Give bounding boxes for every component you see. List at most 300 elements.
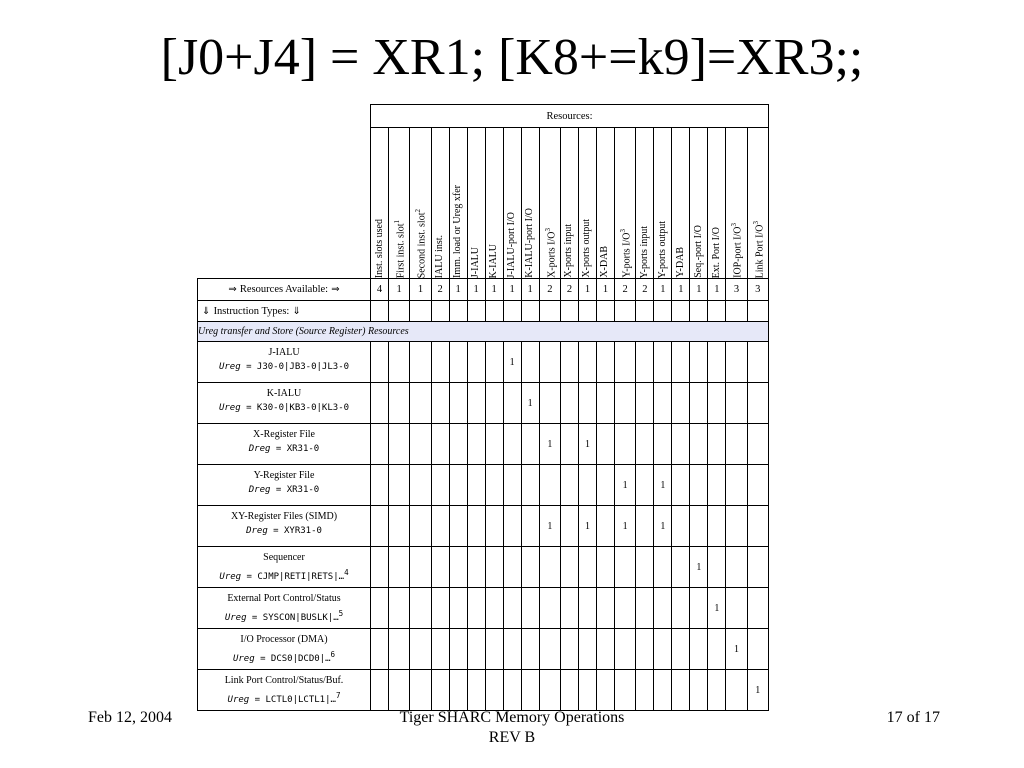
empty-cell [560,301,578,322]
column-header [560,128,578,279]
table-cell [389,424,410,465]
table-cell [389,629,410,670]
table-cell [560,424,578,465]
table-cell [672,465,690,506]
table-cell [596,629,614,670]
table-cell [467,547,485,588]
table-cell [467,342,485,383]
column-header-label [561,222,577,278]
table-cell: 1 [690,547,708,588]
table-cell [449,342,467,383]
table-cell [690,629,708,670]
table-cell [726,465,747,506]
column-header-text: IALU inst. [434,234,446,278]
row-name: Link Port Control/Status/Buf. [224,675,344,686]
table-cell: 1 [521,383,539,424]
column-header-footnote: 1 [393,219,401,224]
table-cell [596,383,614,424]
table-cell [371,342,389,383]
down-arrow-icon: ⇓ [202,305,214,317]
available-count: 1 [654,279,672,301]
table-cell [690,670,708,711]
register-value: = K30-0|KB3-0|KL3-0 [240,403,350,413]
empty-cell [672,301,690,322]
table-cell [485,506,503,547]
table-cell [371,383,389,424]
register-value: = J30-0|JB3-0|JL3-0 [240,362,350,372]
table-cell [726,588,747,629]
table-cell [431,342,449,383]
table-cell: 1 [578,424,596,465]
blank-corner [198,105,371,279]
table-cell [578,629,596,670]
column-header-footnote: 3 [543,228,552,232]
table-cell [747,547,768,588]
table-cell [410,383,431,424]
instruction-types-label [198,301,371,322]
column-header [503,128,521,279]
column-header-text: Y-ports I/O [621,232,633,278]
empty-cell [708,301,726,322]
row-name: X-Register File [253,429,315,440]
register-keyword: Ureg [219,572,242,582]
table-cell [726,424,747,465]
table-cell [654,383,672,424]
table-cell [503,670,521,711]
table-cell [596,342,614,383]
column-header-label [389,218,409,278]
table-cell [410,629,431,670]
empty-cell [410,301,431,322]
table-cell [726,547,747,588]
column-header [371,128,389,279]
column-header [578,128,596,279]
column-header-text: Y-DAB [674,247,686,278]
table-cell [431,670,449,711]
table-cell [560,588,578,629]
table-cell [672,670,690,711]
table-cell [578,588,596,629]
table-cell [485,465,503,506]
register-keyword: Ureg [232,654,255,664]
register-footnote: 6 [330,650,336,659]
table-cell [708,383,726,424]
table-cell [389,588,410,629]
table-cell [539,670,560,711]
table-cell [708,629,726,670]
table-cell [389,465,410,506]
table-cell [521,588,539,629]
table-cell [389,670,410,711]
column-header-label [468,245,484,278]
column-header-label [726,221,746,278]
table-cell [747,629,768,670]
table-cell [596,506,614,547]
table-cell [503,506,521,547]
table-cell [371,588,389,629]
column-header [539,128,560,279]
row-register [202,565,366,585]
register-value: = CJMP|RETI|RETS|… [241,572,345,582]
available-count: 1 [389,279,410,301]
row-name: K-IALU [266,388,302,399]
row-label [198,465,371,506]
column-header [449,128,467,279]
table-cell [431,588,449,629]
register-keyword: Ureg [218,362,241,372]
available-count: 1 [467,279,485,301]
empty-cell [690,301,708,322]
column-header-text: J-IALU-port I/O [506,211,518,278]
table-cell [539,342,560,383]
table-cell [596,465,614,506]
footer-title [312,708,712,748]
table-row [198,670,769,711]
available-count: 2 [636,279,654,301]
register-value: = DCS0|DCD0|… [254,654,331,664]
column-header [431,128,449,279]
column-header-text: Inst. slots used [373,218,385,278]
available-count: 2 [431,279,449,301]
table-cell [654,629,672,670]
table-row [198,629,769,670]
table-cell [636,629,654,670]
row-name: XY-Register Files (SIMD) [230,511,338,522]
resources-header-row [198,105,769,128]
register-keyword: Ureg [227,695,250,705]
table-cell: 1 [654,465,672,506]
table-cell [636,342,654,383]
table-cell [708,506,726,547]
table-cell [467,465,485,506]
empty-cell [521,301,539,322]
table-cell [449,670,467,711]
table-cell [636,424,654,465]
table-cell [614,629,635,670]
register-keyword: Dreg [248,444,271,454]
table-cell [708,547,726,588]
register-value: = LCTL0|LCTL1|… [249,695,336,705]
table-cell [747,588,768,629]
table-cell [539,588,560,629]
table-cell: 1 [654,506,672,547]
table-cell [410,547,431,588]
table-cell [747,506,768,547]
table-cell [726,670,747,711]
table-cell [636,383,654,424]
table-cell [449,424,467,465]
row-name: Sequencer [263,552,305,563]
available-count: 2 [614,279,635,301]
register-footnote: 5 [338,609,344,618]
table-cell [539,547,560,588]
table-cell [747,342,768,383]
column-header-text: Link Port I/O [753,224,765,278]
column-header-label [709,225,725,278]
table-cell [726,383,747,424]
row-label [198,383,371,424]
table-cell [485,342,503,383]
column-header-label [410,207,430,278]
column-header [636,128,654,279]
table-cell [503,588,521,629]
table-cell [636,547,654,588]
table-cell [485,424,503,465]
table-cell [410,424,431,465]
table-cell [521,670,539,711]
resources-available-row [198,279,769,301]
table-cell [410,342,431,383]
table-cell [467,506,485,547]
table-cell: 1 [539,506,560,547]
table-cell [449,383,467,424]
available-count: 1 [708,279,726,301]
table-row [198,342,769,383]
table-cell [431,424,449,465]
right-arrow-icon: ⇒ [228,284,240,295]
table-cell [726,506,747,547]
register-footnote: 4 [344,568,349,577]
column-header-label [673,245,689,278]
empty-cell [539,301,560,322]
table-cell [614,424,635,465]
empty-cell [596,301,614,322]
column-header-text: Second inst. slot [416,212,428,278]
column-header-text: First inst. slot [395,223,407,278]
table-cell [449,588,467,629]
register-keyword: Ureg [218,403,241,413]
table-cell [596,588,614,629]
empty-cell [431,301,449,322]
table-cell [389,342,410,383]
column-header [747,128,768,279]
available-count: 3 [747,279,768,301]
available-count: 1 [672,279,690,301]
empty-cell [578,301,596,322]
table-cell [449,547,467,588]
table-cell: 1 [503,342,521,383]
table-cell [431,547,449,588]
table-cell [614,383,635,424]
column-header-label [372,217,388,278]
table-cell [578,465,596,506]
table-cell [654,424,672,465]
table-cell [636,465,654,506]
row-register [202,606,366,626]
table-cell [467,424,485,465]
table-cell [431,465,449,506]
row-name: External Port Control/Status [227,593,341,604]
table-cell [747,383,768,424]
table-cell [654,547,672,588]
table-cell [485,383,503,424]
empty-cell [485,301,503,322]
column-header-label [637,224,653,279]
column-header-text: X-ports input [563,224,575,278]
column-header-footnote: 3 [730,223,739,227]
table-cell: 1 [614,465,635,506]
row-name: J-IALU [268,347,300,358]
table-cell [521,342,539,383]
table-cell: 1 [539,424,560,465]
row-name: I/O Processor (DMA) [240,634,328,645]
column-header-text: X-DAB [599,246,611,278]
table-cell [690,383,708,424]
down-arrow-icon: ⇓ [289,305,301,317]
row-register [202,401,366,416]
table-cell [560,547,578,588]
column-header-text: Y-ports input [638,225,650,278]
column-header-label [597,244,613,278]
column-header-text: Seq.-port I/O [692,225,704,278]
column-header [654,128,672,279]
table-cell [672,588,690,629]
table-cell [690,342,708,383]
empty-cell [636,301,654,322]
table-cell [560,506,578,547]
column-header-text: X-ports output [581,219,593,278]
column-header-text: Imm. load or Ureg xfer [452,184,464,278]
table-cell [503,465,521,506]
table-cell [467,629,485,670]
table-cell [521,506,539,547]
column-header-label [540,226,560,278]
row-label [198,506,371,547]
table-cell [431,629,449,670]
resources-available-text: Resources Available: [239,284,329,295]
table-cell [672,342,690,383]
column-header-text: K-IALU-port I/O [524,208,536,278]
table-cell [654,342,672,383]
table-cell [410,465,431,506]
row-register [202,524,366,539]
row-label [198,588,371,629]
table-cell [614,588,635,629]
table-cell [708,342,726,383]
table-cell [747,424,768,465]
table-cell: 1 [614,506,635,547]
table-row [198,506,769,547]
table-cell [449,465,467,506]
table-cell [371,465,389,506]
table-cell: 1 [578,506,596,547]
table-cell [578,547,596,588]
column-header-text: K-IALU [488,243,500,278]
table-cell [672,629,690,670]
column-header-footnote: 2 [414,208,423,213]
available-count: 1 [503,279,521,301]
table-cell [485,629,503,670]
resource-table [197,104,769,711]
available-count: 2 [560,279,578,301]
table-cell [539,383,560,424]
section-header-row [198,322,769,342]
table-cell [654,670,672,711]
column-header [596,128,614,279]
table-cell [449,506,467,547]
row-name: Y-Register File [253,470,315,481]
table-cell [371,670,389,711]
table-cell [371,424,389,465]
column-header [708,128,726,279]
footer-title-line1: Tiger SHARC Memory Operations [399,709,625,726]
column-header-label [579,217,595,278]
table-cell [560,629,578,670]
table-row [198,547,769,588]
column-header-text: IOP-port I/O [732,226,744,278]
register-value: = XYR31-0 [267,526,322,536]
table-cell [578,342,596,383]
table-cell [503,424,521,465]
table-cell [539,465,560,506]
table-cell [690,506,708,547]
column-header-label [748,219,768,278]
column-header-label [486,242,502,278]
column-header [485,128,503,279]
empty-cell [503,301,521,322]
table-cell [431,383,449,424]
empty-cell [449,301,467,322]
column-header [467,128,485,279]
register-keyword: Dreg [246,526,268,536]
column-header-label [450,183,466,278]
register-footnote: 7 [335,691,341,700]
footer-title-line2: REV B [488,729,536,746]
table-cell [690,588,708,629]
available-count: 2 [539,279,560,301]
column-header-label [615,227,635,278]
table-cell [614,342,635,383]
column-header [726,128,747,279]
table-cell [467,588,485,629]
empty-cell [389,301,410,322]
table-cell [503,383,521,424]
table-cell: 1 [726,629,747,670]
table-cell [389,506,410,547]
table-cell [521,547,539,588]
table-cell [560,342,578,383]
table-cell [389,547,410,588]
row-register [202,688,366,708]
table-cell [690,424,708,465]
column-header-text: Ext. Port I/O [710,226,722,278]
column-header [690,128,708,279]
register-keyword: Dreg [248,485,271,495]
available-count: 1 [485,279,503,301]
table-cell [410,670,431,711]
table-cell [654,588,672,629]
table-cell [708,465,726,506]
table-cell [614,547,635,588]
available-count: 1 [596,279,614,301]
table-cell [596,547,614,588]
table-cell [410,588,431,629]
table-cell [636,506,654,547]
table-cell [708,424,726,465]
table-cell [371,629,389,670]
available-count: 1 [690,279,708,301]
table-cell [560,465,578,506]
row-label [198,670,371,711]
table-cell [578,383,596,424]
table-cell [371,547,389,588]
column-header [389,128,410,279]
empty-cell [371,301,389,322]
table-cell [636,670,654,711]
table-cell [521,629,539,670]
column-header-label [655,219,671,279]
resources-available-label [198,279,371,301]
